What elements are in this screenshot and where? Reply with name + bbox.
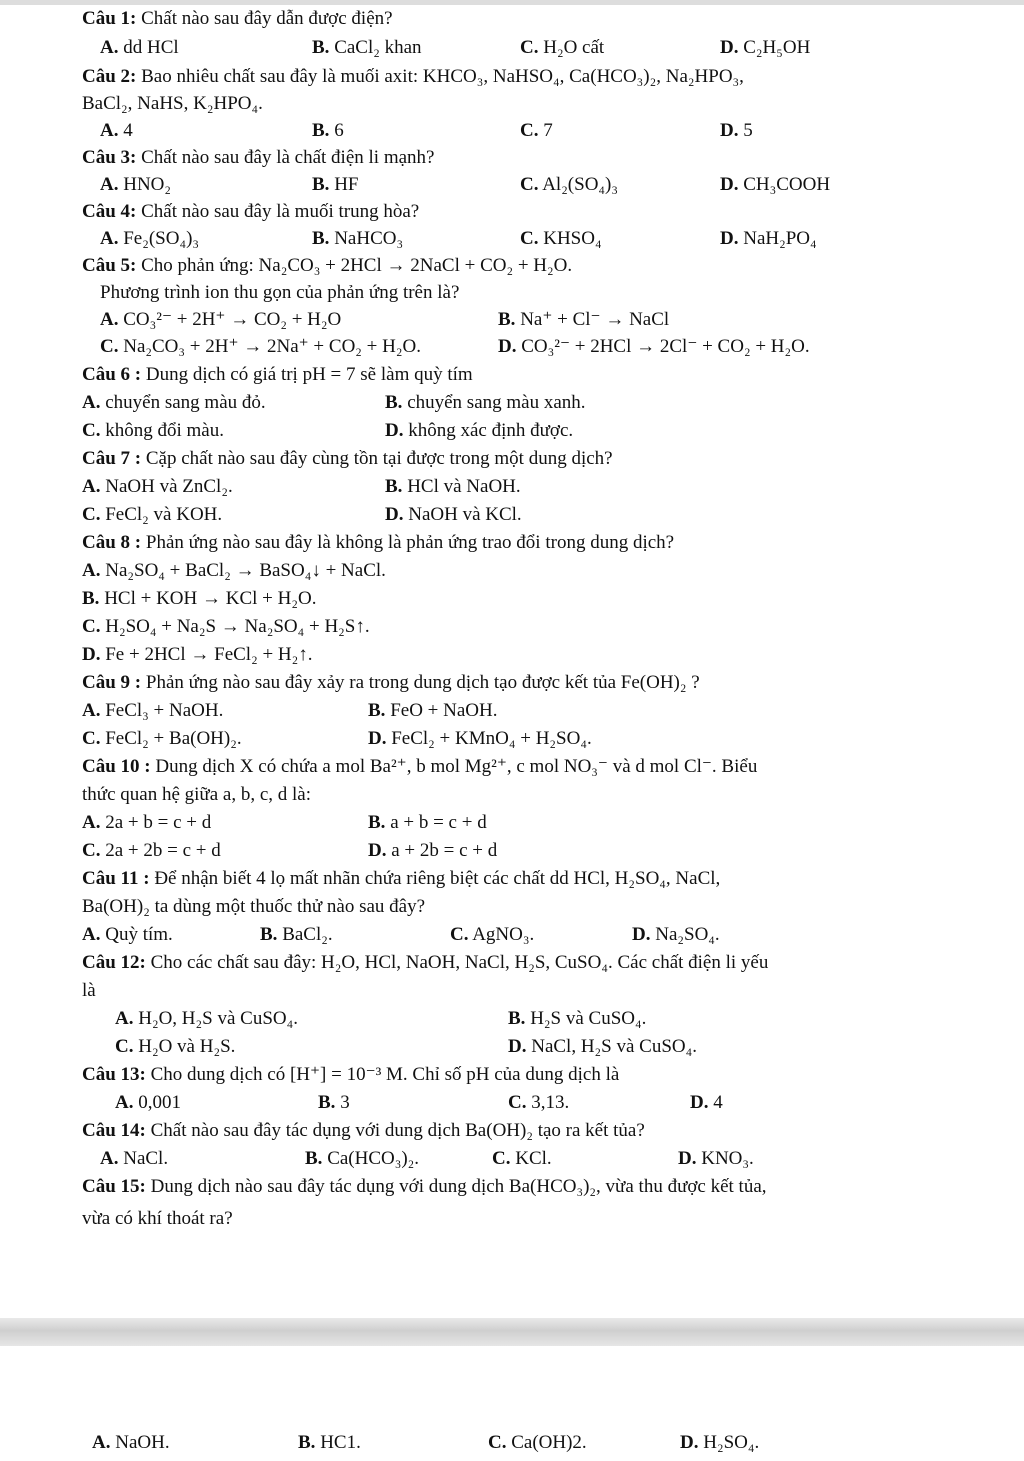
question-text-continued: thức quan hệ giữa a, b, c, d là: bbox=[82, 784, 311, 805]
option-letter: C. bbox=[115, 1036, 134, 1057]
option-text: H₂SO₄. bbox=[703, 1432, 760, 1453]
question-text: Cho dung dịch có [H⁺] = 10⁻³ M. Chỉ số pH của dung dịch là bbox=[145, 1064, 620, 1085]
q2-option-a bbox=[100, 118, 133, 144]
question-text: Dung dịch X có chứa a mol Ba²⁺, b mol Mg²⁺, c mol NO₃⁻ và d mol Cl⁻. Biểu bbox=[150, 756, 758, 777]
q6-option-b bbox=[385, 390, 586, 416]
question-label: Câu 14: bbox=[82, 1120, 146, 1141]
top-edge bbox=[0, 0, 1024, 5]
q15-option-d bbox=[680, 1430, 759, 1456]
question-13 bbox=[82, 1062, 964, 1088]
option-text: C₂H₅OH bbox=[743, 37, 811, 58]
option-text: 3,13. bbox=[531, 1092, 570, 1113]
q5-option-c bbox=[100, 334, 421, 360]
question-7 bbox=[82, 446, 964, 472]
option-letter: D. bbox=[368, 840, 387, 861]
question-text: Cho phản ứng: Na₂CO₃ + 2HCl → 2NaCl + CO₂ + H₂O. bbox=[136, 255, 573, 276]
option-letter: C. bbox=[508, 1092, 527, 1113]
option-letter: A. bbox=[115, 1092, 134, 1113]
question-12 bbox=[82, 950, 964, 976]
question-12-cont bbox=[82, 978, 964, 1004]
q1-option-d bbox=[720, 35, 810, 61]
option-text: KCl. bbox=[515, 1148, 552, 1169]
question-2 bbox=[82, 64, 964, 90]
question-10 bbox=[82, 754, 964, 780]
option-text: CO₃²⁻ + 2HCl → 2Cl⁻ + CO₂ + H₂O. bbox=[521, 336, 810, 357]
q13-option-b bbox=[318, 1090, 350, 1116]
option-text: NaHCO₃ bbox=[334, 228, 404, 249]
option-text: KNO₃. bbox=[701, 1148, 754, 1169]
question-text: Phản ứng nào sau đây là không là phản ứng trao đổi trong dung dịch? bbox=[141, 532, 675, 553]
option-letter: B. bbox=[312, 174, 330, 195]
option-letter: C. bbox=[520, 174, 539, 195]
option-letter: A. bbox=[100, 1148, 119, 1169]
option-text: Fe₂(SO₄)₃ bbox=[123, 228, 200, 249]
question-5 bbox=[82, 253, 964, 279]
option-letter: C. bbox=[492, 1148, 511, 1169]
option-text: 4 bbox=[713, 1092, 723, 1113]
option-text: chuyển sang màu đỏ. bbox=[105, 392, 266, 413]
option-text: H₂O và H₂S. bbox=[138, 1036, 236, 1057]
question-15-cont bbox=[82, 1206, 964, 1232]
option-text: NaH₂PO₄ bbox=[743, 228, 817, 249]
q8-option-d bbox=[82, 642, 313, 668]
q6-option-d bbox=[385, 418, 573, 444]
question-label: Câu 13: bbox=[82, 1064, 146, 1085]
option-letter: C. bbox=[520, 228, 539, 249]
option-text: CH₃COOH bbox=[743, 174, 831, 195]
option-text: NaCl. bbox=[123, 1148, 169, 1169]
question-11 bbox=[82, 866, 964, 892]
option-letter: A. bbox=[82, 560, 101, 581]
option-letter: C. bbox=[520, 37, 539, 58]
option-letter: A. bbox=[100, 309, 119, 330]
option-letter: C. bbox=[82, 728, 101, 749]
option-text: H₂O cất bbox=[543, 37, 605, 58]
option-letter: A. bbox=[82, 392, 101, 413]
question-label: Câu 4: bbox=[82, 201, 137, 222]
question-5-cont bbox=[100, 280, 964, 306]
option-letter: C. bbox=[82, 420, 101, 441]
question-14 bbox=[82, 1118, 964, 1144]
option-letter: D. bbox=[498, 336, 517, 357]
option-text: FeCl₂ + Ba(OH)₂. bbox=[105, 728, 242, 749]
option-letter: D. bbox=[690, 1092, 709, 1113]
option-letter: B. bbox=[318, 1092, 336, 1113]
question-label: Câu 6 : bbox=[82, 364, 142, 385]
option-text: 2a + b = c + d bbox=[105, 812, 212, 833]
question-text: Cho các chất sau đây: H₂O, HCl, NaOH, NaCl, H₂S, CuSO₄. Các chất điện li yếu bbox=[145, 952, 769, 973]
option-text: Na₂SO₄ + BaCl₂ → BaSO₄↓ + NaCl. bbox=[105, 560, 386, 581]
q10-option-d bbox=[368, 838, 497, 864]
option-letter: B. bbox=[298, 1432, 316, 1453]
question-label: Câu 11 : bbox=[82, 868, 150, 889]
question-label: Câu 2: bbox=[82, 66, 137, 87]
option-text: NaOH và ZnCl₂. bbox=[105, 476, 233, 497]
question-label: Câu 3: bbox=[82, 147, 137, 168]
q15-option-b bbox=[298, 1430, 361, 1456]
page-break-divider bbox=[0, 1318, 1024, 1346]
q12-option-d bbox=[508, 1034, 697, 1060]
q6-option-a bbox=[82, 390, 266, 416]
q7-option-b bbox=[385, 474, 521, 500]
option-letter: A. bbox=[82, 476, 101, 497]
q7-option-c bbox=[82, 502, 222, 528]
exam-page-2 bbox=[0, 1346, 1024, 1461]
question-label: Câu 5: bbox=[82, 255, 137, 276]
question-15 bbox=[82, 1174, 964, 1200]
question-text-continued: Ba(OH)₂ ta dùng một thuốc thử nào sau đây? bbox=[82, 896, 426, 917]
q14-option-a bbox=[100, 1146, 168, 1172]
q11-option-d bbox=[632, 922, 720, 948]
q1-option-b bbox=[312, 35, 422, 61]
option-letter: B. bbox=[305, 1148, 323, 1169]
option-text: 4 bbox=[123, 120, 133, 141]
q3-option-a bbox=[100, 172, 171, 198]
option-letter: C. bbox=[82, 504, 101, 525]
q14-option-d bbox=[678, 1146, 754, 1172]
q6-option-c bbox=[82, 418, 224, 444]
option-letter: D. bbox=[720, 37, 739, 58]
question-text: Dung dịch có giá trị pH = 7 sẽ làm quỳ tím bbox=[141, 364, 473, 385]
q13-option-a bbox=[115, 1090, 181, 1116]
option-text: NaCl, H₂S và CuSO₄. bbox=[531, 1036, 698, 1057]
option-text: Na₂SO₄. bbox=[655, 924, 720, 945]
option-text: H₂O, H₂S và CuSO₄. bbox=[138, 1008, 298, 1029]
option-letter: C. bbox=[82, 616, 101, 637]
option-letter: D. bbox=[720, 174, 739, 195]
option-text: NaOH và KCl. bbox=[408, 504, 522, 525]
question-text: Cặp chất nào sau đây cùng tồn tại được trong một dung dịch? bbox=[141, 448, 613, 469]
option-text: FeCl₂ và KOH. bbox=[105, 504, 223, 525]
q8-option-a bbox=[82, 558, 386, 584]
option-letter: D. bbox=[680, 1432, 699, 1453]
option-letter: D. bbox=[82, 644, 101, 665]
q10-option-b bbox=[368, 810, 487, 836]
q13-option-d bbox=[690, 1090, 723, 1116]
question-text-continued: vừa có khí thoát ra? bbox=[82, 1208, 233, 1229]
q4-option-b bbox=[312, 226, 403, 252]
question-text-continued: Phương trình ion thu gọn của phản ứng trên là? bbox=[100, 282, 460, 303]
option-text: 7 bbox=[543, 120, 553, 141]
q12-option-c bbox=[115, 1034, 235, 1060]
q1-option-a bbox=[100, 35, 179, 61]
q4-option-c bbox=[520, 226, 602, 252]
option-text: FeO + NaOH. bbox=[390, 700, 498, 721]
option-letter: D. bbox=[678, 1148, 697, 1169]
question-text: Chất nào sau đây tác dụng với dung dịch Ba(OH)₂ tạo ra kết tủa? bbox=[145, 1120, 645, 1141]
option-letter: D. bbox=[632, 924, 651, 945]
q5-option-d bbox=[498, 334, 810, 360]
option-text: HNO₂ bbox=[123, 174, 172, 195]
q5-option-a bbox=[100, 307, 341, 333]
q9-option-c bbox=[82, 726, 242, 752]
option-text: FeCl₂ + KMnO₄ + H₂SO₄. bbox=[391, 728, 592, 749]
option-text: AgNO₃. bbox=[472, 924, 535, 945]
q8-option-c bbox=[82, 614, 370, 640]
question-label: Câu 12: bbox=[82, 952, 146, 973]
option-letter: B. bbox=[368, 700, 386, 721]
q9-option-d bbox=[368, 726, 592, 752]
option-letter: D. bbox=[508, 1036, 527, 1057]
question-label: Câu 7 : bbox=[82, 448, 142, 469]
option-letter: B. bbox=[368, 812, 386, 833]
option-text: không đổi màu. bbox=[105, 420, 224, 441]
q14-option-b bbox=[305, 1146, 419, 1172]
option-text: a + 2b = c + d bbox=[391, 840, 498, 861]
question-text: Chất nào sau đây là muối trung hòa? bbox=[136, 201, 420, 222]
option-letter: B. bbox=[312, 228, 330, 249]
q2-option-c bbox=[520, 118, 553, 144]
question-text: Phản ứng nào sau đây xảy ra trong dung dịch tạo được kết tủa Fe(OH)₂ ? bbox=[141, 672, 700, 693]
option-letter: D. bbox=[385, 420, 404, 441]
option-letter: B. bbox=[312, 120, 330, 141]
option-letter: A. bbox=[82, 812, 101, 833]
question-text: Để nhận biết 4 lọ mất nhãn chứa riêng biệt các chất dd HCl, H₂SO₄, NaCl, bbox=[149, 868, 721, 889]
question-3 bbox=[82, 145, 964, 171]
option-text: 3 bbox=[340, 1092, 350, 1113]
q2-option-b bbox=[312, 118, 344, 144]
q12-option-b bbox=[508, 1006, 646, 1032]
option-text: Na⁺ + Cl⁻ → NaCl bbox=[520, 309, 670, 330]
option-letter: A. bbox=[100, 120, 119, 141]
q9-option-a bbox=[82, 698, 223, 724]
option-text: không xác định được. bbox=[408, 420, 574, 441]
option-text: BaCl₂. bbox=[282, 924, 333, 945]
option-text: Al₂(SO₄)₃ bbox=[542, 174, 619, 195]
option-text: dd HCl bbox=[123, 37, 179, 58]
option-text: HCl và NaOH. bbox=[407, 476, 521, 497]
option-text: Na₂CO₃ + 2H⁺ → 2Na⁺ + CO₂ + H₂O. bbox=[123, 336, 421, 357]
question-label: Câu 9 : bbox=[82, 672, 142, 693]
q11-option-c bbox=[450, 922, 534, 948]
option-letter: B. bbox=[260, 924, 278, 945]
option-letter: B. bbox=[385, 476, 403, 497]
option-text: 0,001 bbox=[138, 1092, 181, 1113]
option-letter: C. bbox=[100, 336, 119, 357]
q9-option-b bbox=[368, 698, 497, 724]
option-text: HC1. bbox=[320, 1432, 361, 1453]
option-letter: A. bbox=[100, 228, 119, 249]
q15-option-c bbox=[488, 1430, 587, 1456]
q4-option-a bbox=[100, 226, 199, 252]
q3-option-d bbox=[720, 172, 830, 198]
option-text: CaCl₂ khan bbox=[334, 37, 422, 58]
question-11-cont bbox=[82, 894, 964, 920]
option-letter: B. bbox=[312, 37, 330, 58]
option-letter: A. bbox=[92, 1432, 111, 1453]
q10-option-a bbox=[82, 810, 211, 836]
q1-option-c bbox=[520, 35, 604, 61]
option-letter: D. bbox=[720, 120, 739, 141]
question-label: Câu 15: bbox=[82, 1176, 146, 1197]
option-text: FeCl₃ + NaOH. bbox=[105, 700, 224, 721]
option-text: 6 bbox=[334, 120, 344, 141]
question-text: Dung dịch nào sau đây tác dụng với dung dịch Ba(HCO₃)₂, vừa thu được kết tủa, bbox=[145, 1176, 767, 1197]
q14-option-c bbox=[492, 1146, 552, 1172]
option-letter: A. bbox=[115, 1008, 134, 1029]
option-letter: D. bbox=[385, 504, 404, 525]
option-text: KHSO₄ bbox=[543, 228, 602, 249]
question-text-continued: BaCl₂, NaHS, K₂HPO₄. bbox=[82, 93, 263, 114]
question-text: Bao nhiêu chất sau đây là muối axit: KHCO₃, NaHSO₄, Ca(HCO₃)₂, Na₂HPO₃, bbox=[136, 66, 744, 87]
option-text: Ca(HCO₃)₂. bbox=[327, 1148, 420, 1169]
q4-option-d bbox=[720, 226, 817, 252]
option-text: a + b = c + d bbox=[390, 812, 487, 833]
option-letter: D. bbox=[720, 228, 739, 249]
option-text: HCl + KOH → KCl + H₂O. bbox=[104, 588, 317, 609]
q8-option-b bbox=[82, 586, 316, 612]
question-10-cont bbox=[82, 782, 964, 808]
question-4 bbox=[82, 199, 964, 225]
option-letter: B. bbox=[508, 1008, 526, 1029]
option-text: chuyển sang màu xanh. bbox=[407, 392, 586, 413]
option-letter: A. bbox=[82, 924, 101, 945]
q13-option-c bbox=[508, 1090, 569, 1116]
q2-option-d bbox=[720, 118, 753, 144]
option-letter: C. bbox=[520, 120, 539, 141]
option-letter: B. bbox=[82, 588, 100, 609]
option-letter: C. bbox=[488, 1432, 507, 1453]
question-2-cont bbox=[82, 91, 964, 117]
option-letter: D. bbox=[368, 728, 387, 749]
q11-option-b bbox=[260, 922, 333, 948]
option-letter: A. bbox=[100, 174, 119, 195]
q15-option-a bbox=[92, 1430, 170, 1456]
question-8 bbox=[82, 530, 964, 556]
question-label: Câu 10 : bbox=[82, 756, 151, 777]
option-text: H₂S và CuSO₄. bbox=[530, 1008, 647, 1029]
q3-option-b bbox=[312, 172, 358, 198]
option-text: 2a + 2b = c + d bbox=[105, 840, 221, 861]
option-text: CO₃²⁻ + 2H⁺ → CO₂ + H₂O bbox=[123, 309, 342, 330]
option-letter: B. bbox=[385, 392, 403, 413]
question-9 bbox=[82, 670, 964, 696]
option-text: H₂SO₄ + Na₂S → Na₂SO₄ + H₂S↑. bbox=[105, 616, 370, 637]
question-label: Câu 1: bbox=[82, 8, 137, 29]
option-letter: C. bbox=[450, 924, 469, 945]
q3-option-c bbox=[520, 172, 618, 198]
question-text-continued: là bbox=[82, 980, 96, 1001]
question-label: Câu 8 : bbox=[82, 532, 142, 553]
question-6 bbox=[82, 362, 964, 388]
question-1 bbox=[82, 6, 964, 32]
question-text: Chất nào sau đây là chất điện li mạnh? bbox=[136, 147, 435, 168]
q12-option-a bbox=[115, 1006, 298, 1032]
option-letter: A. bbox=[100, 37, 119, 58]
option-letter: B. bbox=[498, 309, 516, 330]
q7-option-a bbox=[82, 474, 233, 500]
q5-option-b bbox=[498, 307, 669, 333]
option-text: Quỳ tím. bbox=[105, 924, 173, 945]
q11-option-a bbox=[82, 922, 173, 948]
question-text: Chất nào sau đây dẫn được điện? bbox=[136, 8, 393, 29]
option-text: Fe + 2HCl → FeCl₂ + H₂↑. bbox=[105, 644, 313, 665]
option-letter: A. bbox=[82, 700, 101, 721]
option-text: NaOH. bbox=[115, 1432, 170, 1453]
option-text: 5 bbox=[743, 120, 753, 141]
option-text: HF bbox=[334, 174, 359, 195]
q10-option-c bbox=[82, 838, 221, 864]
q7-option-d bbox=[385, 502, 522, 528]
option-text: Ca(OH)2. bbox=[511, 1432, 587, 1453]
option-letter: C. bbox=[82, 840, 101, 861]
